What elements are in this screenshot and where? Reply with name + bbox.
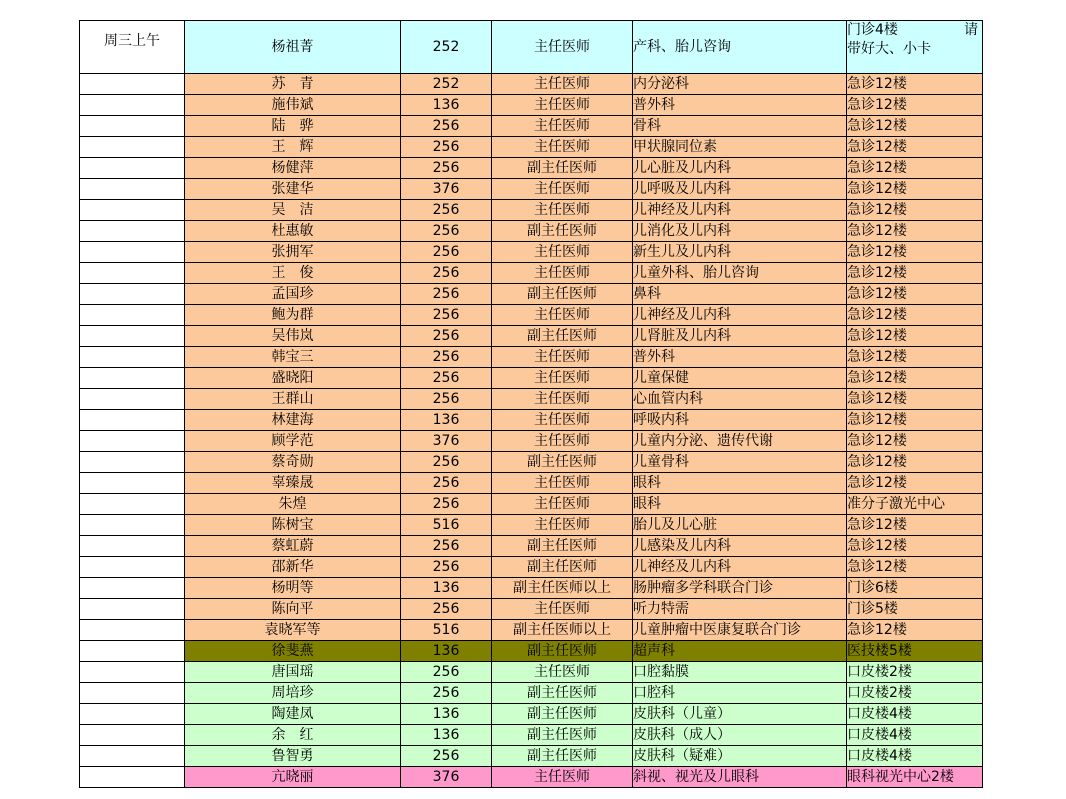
fee: 256 — [401, 158, 492, 179]
table-row — [80, 494, 983, 515]
day-cell — [80, 116, 185, 137]
specialty: 鼻科 — [633, 284, 847, 305]
doctor-title: 副主任医师 — [492, 452, 633, 473]
doctor-title: 主任医师 — [492, 200, 633, 221]
location: 急诊12楼 — [847, 137, 983, 158]
fee: 136 — [401, 410, 492, 431]
location: 急诊12楼 — [847, 410, 983, 431]
doctor-title: 主任医师 — [492, 242, 633, 263]
doctor-name: 王 辉 — [185, 137, 401, 158]
day-cell — [80, 431, 185, 452]
location: 急诊12楼 — [847, 557, 983, 578]
doctor-title: 副主任医师 — [492, 284, 633, 305]
doctor-name: 杨明等 — [185, 578, 401, 599]
table-row — [80, 536, 983, 557]
doctor-name: 蔡奇勋 — [185, 452, 401, 473]
location — [847, 21, 983, 74]
specialty: 儿童肿瘤中医康复联合门诊 — [633, 620, 847, 641]
doctor-title: 副主任医师 — [492, 641, 633, 662]
specialty: 儿感染及儿内科 — [633, 536, 847, 557]
fee: 136 — [401, 704, 492, 725]
doctor-name: 张建华 — [185, 179, 401, 200]
table-row — [80, 95, 983, 116]
fee: 256 — [401, 305, 492, 326]
location: 急诊12楼 — [847, 620, 983, 641]
location: 急诊12楼 — [847, 74, 983, 95]
fee: 256 — [401, 536, 492, 557]
doctor-name: 林建海 — [185, 410, 401, 431]
day-cell — [80, 389, 185, 410]
table-row — [80, 662, 983, 683]
specialty: 产科、胎儿咨询 — [633, 21, 847, 74]
table-row — [80, 116, 983, 137]
day-cell — [80, 515, 185, 536]
day-cell — [80, 536, 185, 557]
day-cell — [80, 368, 185, 389]
doctor-title: 主任医师 — [492, 95, 633, 116]
doctor-title: 副主任医师 — [492, 704, 633, 725]
specialty: 眼科 — [633, 494, 847, 515]
doctor-title: 主任医师 — [492, 116, 633, 137]
day-label: 周三上午 — [80, 21, 185, 74]
doctor-name: 杨祖菁 — [185, 21, 401, 74]
day-cell — [80, 746, 185, 767]
doctor-name: 唐国瑶 — [185, 662, 401, 683]
location: 急诊12楼 — [847, 368, 983, 389]
specialty: 皮肤科（儿童） — [633, 704, 847, 725]
table-row — [80, 200, 983, 221]
day-cell — [80, 452, 185, 473]
doctor-name: 亢晓丽 — [185, 767, 401, 788]
location: 口皮楼2楼 — [847, 683, 983, 704]
day-cell — [80, 137, 185, 158]
doctor-name: 盛晓阳 — [185, 368, 401, 389]
table-row — [80, 578, 983, 599]
location: 急诊12楼 — [847, 95, 983, 116]
table-row — [80, 746, 983, 767]
doctor-name: 袁晓军等 — [185, 620, 401, 641]
doctor-title: 主任医师 — [492, 662, 633, 683]
doctor-title: 主任医师 — [492, 137, 633, 158]
specialty: 超声科 — [633, 641, 847, 662]
doctor-title: 主任医师 — [492, 179, 633, 200]
fee: 376 — [401, 767, 492, 788]
day-cell — [80, 347, 185, 368]
table-row — [80, 620, 983, 641]
location: 急诊12楼 — [847, 473, 983, 494]
location: 门诊6楼 — [847, 578, 983, 599]
specialty: 新生儿及儿内科 — [633, 242, 847, 263]
doctor-name: 陈树宝 — [185, 515, 401, 536]
specialty: 儿童骨科 — [633, 452, 847, 473]
clinic-schedule-table — [79, 20, 983, 788]
specialty: 皮肤科（疑难） — [633, 746, 847, 767]
location: 急诊12楼 — [847, 347, 983, 368]
specialty: 儿童保健 — [633, 368, 847, 389]
location: 急诊12楼 — [847, 263, 983, 284]
table-row — [80, 641, 983, 662]
specialty: 普外科 — [633, 347, 847, 368]
location: 急诊12楼 — [847, 116, 983, 137]
specialty: 内分泌科 — [633, 74, 847, 95]
table-row — [80, 704, 983, 725]
doctor-name: 杨健萍 — [185, 158, 401, 179]
specialty: 骨科 — [633, 116, 847, 137]
day-cell — [80, 242, 185, 263]
fee: 252 — [401, 74, 492, 95]
doctor-name: 施伟斌 — [185, 95, 401, 116]
specialty: 儿神经及儿内科 — [633, 200, 847, 221]
doctor-name: 顾学范 — [185, 431, 401, 452]
day-cell — [80, 179, 185, 200]
doctor-name: 张拥军 — [185, 242, 401, 263]
table-row — [80, 452, 983, 473]
doctor-name: 余 红 — [185, 725, 401, 746]
specialty: 儿童内分泌、遗传代谢 — [633, 431, 847, 452]
day-cell — [80, 767, 185, 788]
doctor-title: 主任医师 — [492, 368, 633, 389]
location: 急诊12楼 — [847, 431, 983, 452]
fee: 256 — [401, 557, 492, 578]
day-cell — [80, 263, 185, 284]
table-row — [80, 473, 983, 494]
location: 急诊12楼 — [847, 305, 983, 326]
doctor-name: 韩宝三 — [185, 347, 401, 368]
table-row — [80, 221, 983, 242]
location: 口皮楼4楼 — [847, 746, 983, 767]
fee: 256 — [401, 473, 492, 494]
doctor-title: 主任医师 — [492, 305, 633, 326]
table-row — [80, 305, 983, 326]
specialty: 口腔科 — [633, 683, 847, 704]
specialty: 呼吸内科 — [633, 410, 847, 431]
doctor-name: 王群山 — [185, 389, 401, 410]
doctor-title: 主任医师 — [492, 494, 633, 515]
fee: 256 — [401, 368, 492, 389]
location: 急诊12楼 — [847, 200, 983, 221]
doctor-title: 副主任医师 — [492, 221, 633, 242]
location: 口皮楼2楼 — [847, 662, 983, 683]
doctor-title: 副主任医师以上 — [492, 578, 633, 599]
specialty: 皮肤科（成人） — [633, 725, 847, 746]
table-row — [80, 347, 983, 368]
doctor-name: 陈向平 — [185, 599, 401, 620]
doctor-name: 孟国珍 — [185, 284, 401, 305]
location: 口皮楼4楼 — [847, 725, 983, 746]
specialty: 儿神经及儿内科 — [633, 305, 847, 326]
specialty: 普外科 — [633, 95, 847, 116]
location-note: 请 — [964, 22, 978, 38]
specialty: 儿呼吸及儿内科 — [633, 179, 847, 200]
fee: 256 — [401, 746, 492, 767]
doctor-name: 蔡虹蔚 — [185, 536, 401, 557]
doctor-name: 吴伟岚 — [185, 326, 401, 347]
table-row — [80, 683, 983, 704]
doctor-name: 陶建凤 — [185, 704, 401, 725]
doctor-title: 主任医师 — [492, 599, 633, 620]
doctor-title: 主任医师 — [492, 473, 633, 494]
fee: 256 — [401, 200, 492, 221]
table-row — [80, 326, 983, 347]
day-cell — [80, 284, 185, 305]
doctor-name: 吴 洁 — [185, 200, 401, 221]
day-cell — [80, 683, 185, 704]
fee: 256 — [401, 221, 492, 242]
doctor-title: 副主任医师 — [492, 557, 633, 578]
day-cell — [80, 662, 185, 683]
location: 口皮楼4楼 — [847, 704, 983, 725]
specialty: 儿消化及儿内科 — [633, 221, 847, 242]
table-row — [80, 767, 983, 788]
table-row — [80, 284, 983, 305]
doctor-title: 主任医师 — [492, 74, 633, 95]
fee: 136 — [401, 578, 492, 599]
day-cell — [80, 620, 185, 641]
day-cell — [80, 305, 185, 326]
table-row — [80, 515, 983, 536]
header-row — [80, 21, 983, 74]
day-cell — [80, 158, 185, 179]
doctor-title: 副主任医师 — [492, 158, 633, 179]
doctor-title: 主任医师 — [492, 410, 633, 431]
day-cell — [80, 704, 185, 725]
fee: 256 — [401, 242, 492, 263]
location: 眼科视光中心2楼 — [847, 767, 983, 788]
doctor-name: 陆 骅 — [185, 116, 401, 137]
specialty: 儿心脏及儿内科 — [633, 158, 847, 179]
day-cell — [80, 578, 185, 599]
day-cell — [80, 326, 185, 347]
doctor-title: 副主任医师 — [492, 536, 633, 557]
location: 医技楼5楼 — [847, 641, 983, 662]
location-line2: 带好大、小卡 — [847, 41, 931, 57]
location: 急诊12楼 — [847, 284, 983, 305]
doctor-title: 副主任医师 — [492, 683, 633, 704]
fee: 376 — [401, 179, 492, 200]
location: 急诊12楼 — [847, 179, 983, 200]
table-row — [80, 263, 983, 284]
day-cell — [80, 473, 185, 494]
table-row — [80, 158, 983, 179]
table-row — [80, 431, 983, 452]
table-row — [80, 74, 983, 95]
fee: 136 — [401, 641, 492, 662]
day-cell — [80, 725, 185, 746]
fee: 252 — [401, 21, 492, 74]
fee: 256 — [401, 347, 492, 368]
doctor-title: 主任医师 — [492, 21, 633, 74]
table-row — [80, 368, 983, 389]
day-cell — [80, 557, 185, 578]
day-cell — [80, 599, 185, 620]
day-cell — [80, 221, 185, 242]
doctor-title: 主任医师 — [492, 767, 633, 788]
doctor-name: 杜惠敏 — [185, 221, 401, 242]
day-cell — [80, 410, 185, 431]
location: 急诊12楼 — [847, 389, 983, 410]
doctor-name: 鲍为群 — [185, 305, 401, 326]
fee: 516 — [401, 620, 492, 641]
doctor-title: 主任医师 — [492, 515, 633, 536]
table-row — [80, 410, 983, 431]
specialty: 心血管内科 — [633, 389, 847, 410]
location: 急诊12楼 — [847, 158, 983, 179]
table-row — [80, 557, 983, 578]
doctor-title: 主任医师 — [492, 347, 633, 368]
fee: 256 — [401, 452, 492, 473]
day-cell — [80, 641, 185, 662]
doctor-name: 朱煌 — [185, 494, 401, 515]
specialty: 胎儿及儿心脏 — [633, 515, 847, 536]
location: 门诊5楼 — [847, 599, 983, 620]
fee: 516 — [401, 515, 492, 536]
location: 急诊12楼 — [847, 242, 983, 263]
doctor-title: 副主任医师 — [492, 326, 633, 347]
location: 准分子激光中心 — [847, 494, 983, 515]
specialty: 听力特需 — [633, 599, 847, 620]
specialty: 甲状腺同位素 — [633, 137, 847, 158]
specialty: 肠肿瘤多学科联合门诊 — [633, 578, 847, 599]
day-cell — [80, 74, 185, 95]
doctor-title: 副主任医师以上 — [492, 620, 633, 641]
day-cell — [80, 95, 185, 116]
fee: 256 — [401, 662, 492, 683]
doctor-title: 主任医师 — [492, 263, 633, 284]
doctor-name: 鲁智勇 — [185, 746, 401, 767]
doctor-title: 主任医师 — [492, 431, 633, 452]
fee: 256 — [401, 137, 492, 158]
doctor-name: 王 俊 — [185, 263, 401, 284]
location: 急诊12楼 — [847, 221, 983, 242]
fee: 136 — [401, 95, 492, 116]
doctor-name: 邵新华 — [185, 557, 401, 578]
fee: 256 — [401, 599, 492, 620]
specialty: 儿肾脏及儿内科 — [633, 326, 847, 347]
location: 急诊12楼 — [847, 326, 983, 347]
fee: 256 — [401, 494, 492, 515]
doctor-name: 徐斐燕 — [185, 641, 401, 662]
day-cell — [80, 200, 185, 221]
table-row — [80, 599, 983, 620]
doctor-name: 苏 青 — [185, 74, 401, 95]
location: 急诊12楼 — [847, 515, 983, 536]
day-cell — [80, 494, 185, 515]
fee: 376 — [401, 431, 492, 452]
fee: 256 — [401, 116, 492, 137]
fee: 136 — [401, 725, 492, 746]
specialty: 儿神经及儿内科 — [633, 557, 847, 578]
location: 急诊12楼 — [847, 452, 983, 473]
location: 急诊12楼 — [847, 536, 983, 557]
specialty: 斜视、视光及儿眼科 — [633, 767, 847, 788]
doctor-name: 周培珍 — [185, 683, 401, 704]
location-line1: 门诊4楼 — [847, 22, 898, 38]
table-row — [80, 725, 983, 746]
fee: 256 — [401, 389, 492, 410]
specialty: 眼科 — [633, 473, 847, 494]
fee: 256 — [401, 284, 492, 305]
doctor-title: 副主任医师 — [492, 725, 633, 746]
table-row — [80, 137, 983, 158]
fee: 256 — [401, 263, 492, 284]
table-row — [80, 179, 983, 200]
table-row — [80, 389, 983, 410]
doctor-title: 副主任医师 — [492, 746, 633, 767]
specialty: 口腔黏膜 — [633, 662, 847, 683]
doctor-name: 辜臻晟 — [185, 473, 401, 494]
doctor-title: 主任医师 — [492, 389, 633, 410]
table-row — [80, 242, 983, 263]
fee: 256 — [401, 683, 492, 704]
specialty: 儿童外科、胎儿咨询 — [633, 263, 847, 284]
fee: 256 — [401, 326, 492, 347]
